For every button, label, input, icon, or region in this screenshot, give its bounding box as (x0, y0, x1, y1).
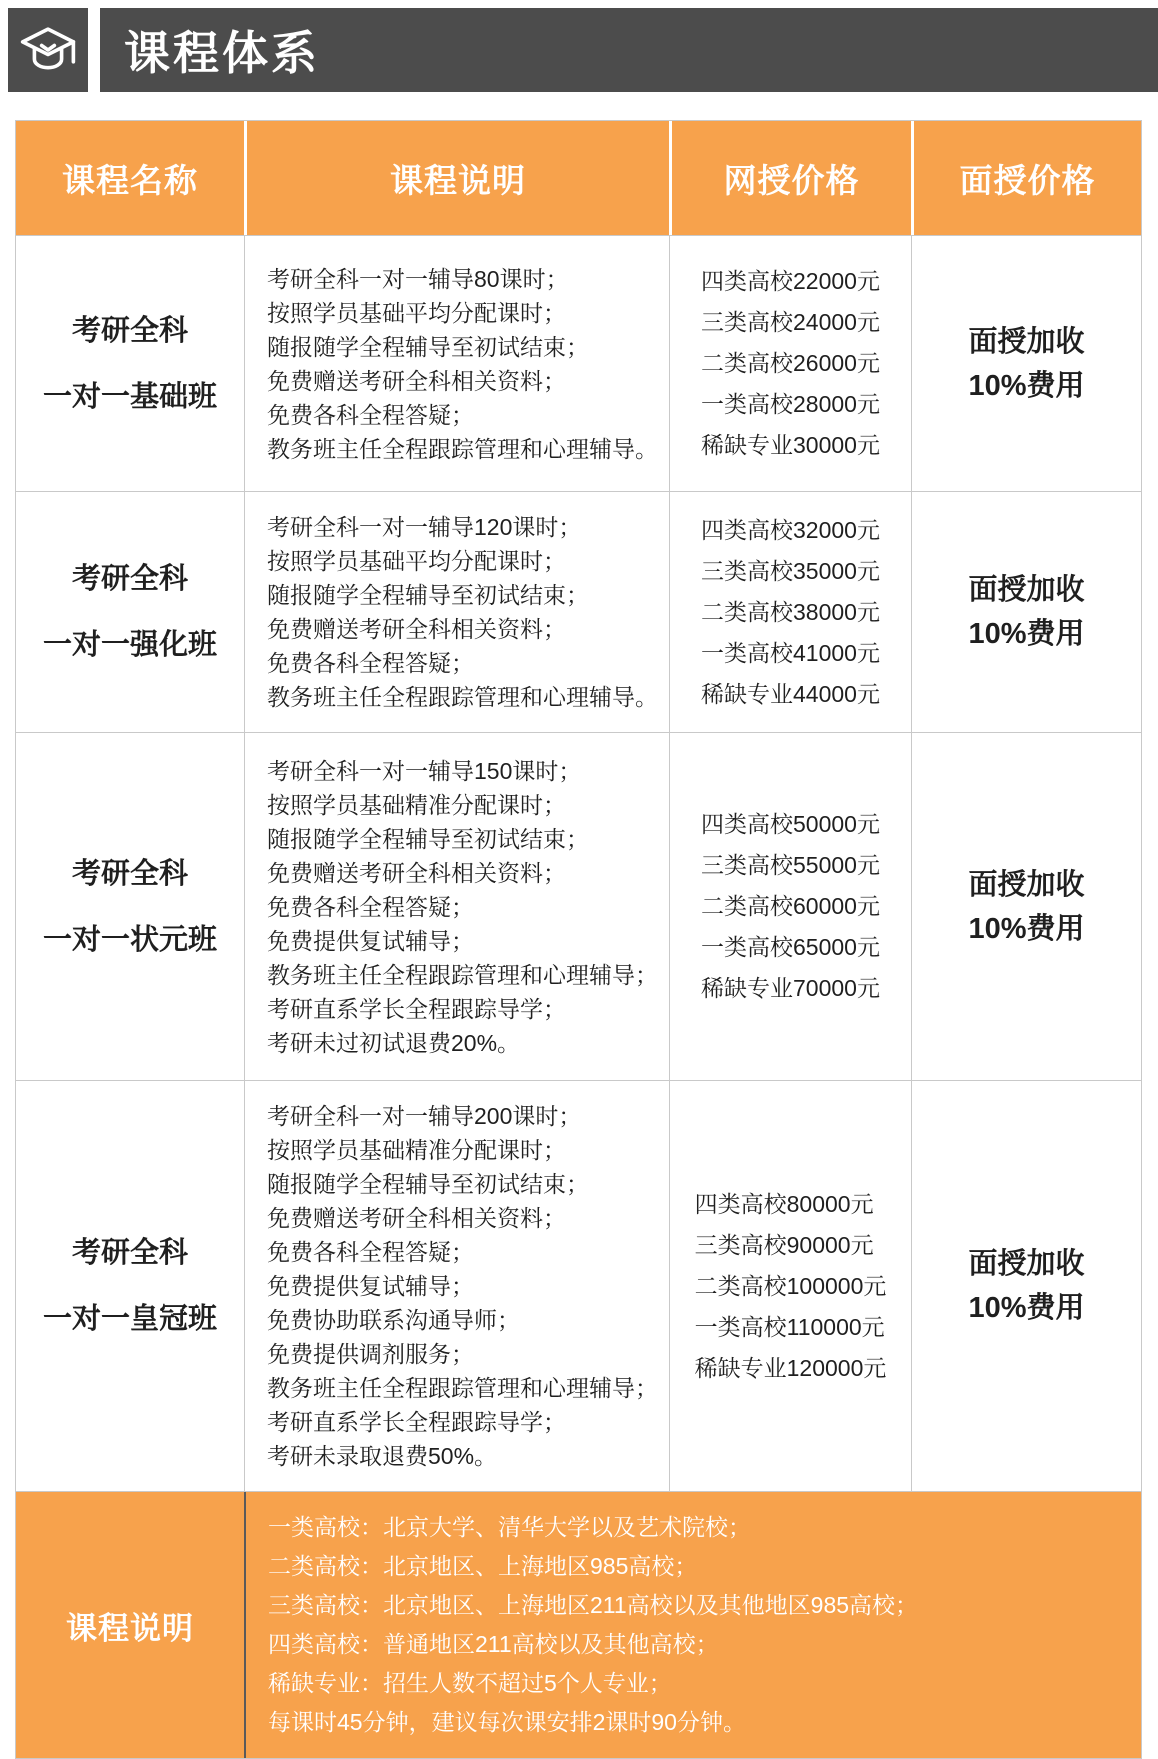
description-line: 免费赠送考研全科相关资料； (267, 616, 566, 642)
offline-price-line: 面授加收 (968, 868, 1085, 901)
graduation-cap-icon (19, 21, 77, 79)
description-line: 考研全科一对一辅导150课时； (267, 757, 582, 784)
offline-price-cell (911, 733, 1141, 1080)
offline-price-line: 面授加收 (968, 574, 1085, 606)
course-name-line: 一对一基础班 (42, 380, 217, 413)
offline-price-text (968, 863, 1084, 951)
price-line: 稀缺专业70000元 (701, 975, 880, 1001)
price-line: 三类高校90000元 (694, 1231, 874, 1258)
description-line: 考研未录取退费50%。 (267, 1443, 498, 1469)
course-name-line: 考研全科 (71, 1237, 188, 1269)
course-name-cell (16, 1081, 244, 1491)
footer-label: 课程说明 (66, 1610, 194, 1646)
offline-price-line: 10%费用 (968, 912, 1085, 945)
description-line: 教务班主任全程跟踪管理和心理辅导； (267, 1375, 658, 1401)
description-line: 免费提供调剂服务； (267, 1341, 474, 1367)
course-name-line: 一对一强化班 (42, 629, 217, 661)
footer-label-cell (16, 1492, 244, 1758)
price-line: 一类高校110000元 (694, 1313, 885, 1340)
description-line: 免费各科全程答疑； (267, 650, 474, 676)
description-line: 随报随学全程辅导至初试结束； (267, 1171, 589, 1197)
price-line: 三类高校35000元 (701, 557, 880, 584)
online-price-cell (669, 492, 911, 732)
description-line: 按照学员基础平均分配课时； (267, 299, 566, 326)
offline-price-line: 10%费用 (968, 1292, 1085, 1324)
description-line: 免费提供复试辅导； (267, 927, 474, 954)
course-description-cell (244, 492, 669, 732)
course-name-line: 考研全科 (71, 563, 188, 595)
description-line: 免费各科全程答疑； (267, 401, 474, 428)
offline-price-cell (911, 1081, 1141, 1491)
title-bar (100, 8, 1158, 92)
online-price-list (695, 1184, 887, 1389)
description-line: 考研全科一对一辅导200课时； (267, 1103, 582, 1129)
description-line: 考研全科一对一辅导80课时； (267, 265, 569, 292)
description-line: 免费赠送考研全科相关资料； (267, 859, 566, 886)
page-title: 课程体系 (124, 27, 320, 79)
price-line: 一类高校65000元 (701, 934, 880, 960)
price-line: 二类高校26000元 (701, 350, 880, 376)
course-name-cell (16, 236, 244, 491)
header-course-name: 课程名称 (16, 121, 244, 235)
online-price-list (701, 510, 880, 715)
course-name-cell (16, 492, 244, 732)
price-line: 四类高校22000元 (701, 268, 880, 294)
course-row (16, 491, 1141, 732)
top-bar (8, 8, 1158, 92)
footer-notes-cell (244, 1492, 1141, 1758)
course-name-line: 一对一皇冠班 (42, 1303, 217, 1335)
description-line: 考研直系学长全程跟踪导学； (267, 1409, 566, 1435)
course-name-cell (16, 733, 244, 1080)
description-line: 教务班主任全程跟踪管理和心理辅导。 (267, 435, 658, 462)
offline-price-text (968, 320, 1084, 408)
description-line: 教务班主任全程跟踪管理和心理辅导； (267, 961, 658, 988)
online-price-cell (669, 236, 911, 491)
course-row (16, 732, 1141, 1080)
description-line: 随报随学全程辅导至初试结束； (267, 582, 589, 608)
course-row (16, 1080, 1141, 1491)
description-line: 免费各科全程答疑； (267, 1239, 474, 1265)
offline-price-line: 面授加收 (968, 1248, 1085, 1280)
header-online-price: 网授价格 (669, 121, 911, 235)
offline-price-line: 面授加收 (968, 325, 1085, 358)
note-line: 三类高校：北京地区、上海地区211高校以及其他地区985高校； (268, 1592, 919, 1618)
header-course-description: 课程说明 (244, 121, 669, 235)
course-description-cell (244, 733, 669, 1080)
course-name-line: 考研全科 (71, 314, 188, 347)
price-line: 稀缺专业120000元 (694, 1354, 887, 1381)
price-line: 三类高校24000元 (701, 309, 880, 335)
offline-price-line: 10%费用 (968, 618, 1085, 650)
description-line: 按照学员基础精准分配课时； (267, 791, 566, 818)
description-line: 免费赠送考研全科相关资料； (267, 367, 566, 394)
note-line: 二类高校：北京地区、上海地区985高校； (268, 1553, 698, 1579)
note-line: 稀缺专业：招生人数不超过5个人专业； (268, 1670, 672, 1696)
logo-box (8, 8, 88, 92)
price-line: 二类高校100000元 (694, 1272, 887, 1299)
offline-price-text (968, 1242, 1084, 1330)
offline-price-line: 10%费用 (968, 369, 1085, 402)
description-line: 免费协助联系沟通导师； (267, 1307, 520, 1333)
footer-row (16, 1491, 1141, 1758)
online-price-list (701, 804, 880, 1009)
description-line: 考研直系学长全程跟踪导学； (267, 995, 566, 1022)
description-line: 按照学员基础精准分配课时； (267, 1137, 566, 1163)
description-line: 教务班主任全程跟踪管理和心理辅导。 (267, 684, 658, 710)
price-line: 四类高校32000元 (701, 516, 880, 543)
course-description-cell (244, 236, 669, 491)
price-line: 四类高校50000元 (701, 811, 880, 837)
header-offline-price: 面授价格 (911, 121, 1141, 235)
price-line: 一类高校41000元 (701, 639, 880, 666)
course-name-line: 一对一状元班 (42, 923, 217, 956)
offline-price-cell (911, 236, 1141, 491)
offline-price-cell (911, 492, 1141, 732)
online-price-list (701, 261, 880, 466)
price-line: 四类高校80000元 (694, 1190, 874, 1217)
price-line: 稀缺专业30000元 (701, 432, 880, 458)
price-line: 三类高校55000元 (701, 852, 880, 878)
price-line: 稀缺专业44000元 (701, 680, 880, 707)
course-row (16, 235, 1141, 491)
price-line: 二类高校60000元 (701, 893, 880, 919)
description-line: 免费赠送考研全科相关资料； (267, 1205, 566, 1231)
price-line: 二类高校38000元 (701, 598, 880, 625)
description-line: 考研全科一对一辅导120课时； (267, 514, 582, 540)
description-line: 免费提供复试辅导； (267, 1273, 474, 1299)
course-pricing-table (15, 120, 1142, 1759)
offline-price-text (968, 568, 1084, 656)
course-name-line: 考研全科 (71, 857, 188, 890)
description-line: 随报随学全程辅导至初试结束； (267, 825, 589, 852)
price-line: 一类高校28000元 (701, 391, 880, 417)
description-line: 随报随学全程辅导至初试结束； (267, 333, 589, 360)
table-header-row (16, 121, 1141, 235)
note-line: 四类高校：普通地区211高校以及其他高校； (268, 1631, 719, 1657)
course-description-cell (244, 1081, 669, 1491)
note-line: 一类高校：北京大学、清华大学以及艺术院校； (268, 1514, 751, 1540)
description-line: 考研未过初试退费20%。 (267, 1029, 521, 1056)
online-price-cell (669, 733, 911, 1080)
online-price-cell (669, 1081, 911, 1491)
description-line: 免费各科全程答疑； (267, 893, 474, 920)
description-line: 按照学员基础平均分配课时； (267, 548, 566, 574)
note-line: 每课时45分钟，建议每次课安排2课时90分钟。 (268, 1709, 746, 1735)
